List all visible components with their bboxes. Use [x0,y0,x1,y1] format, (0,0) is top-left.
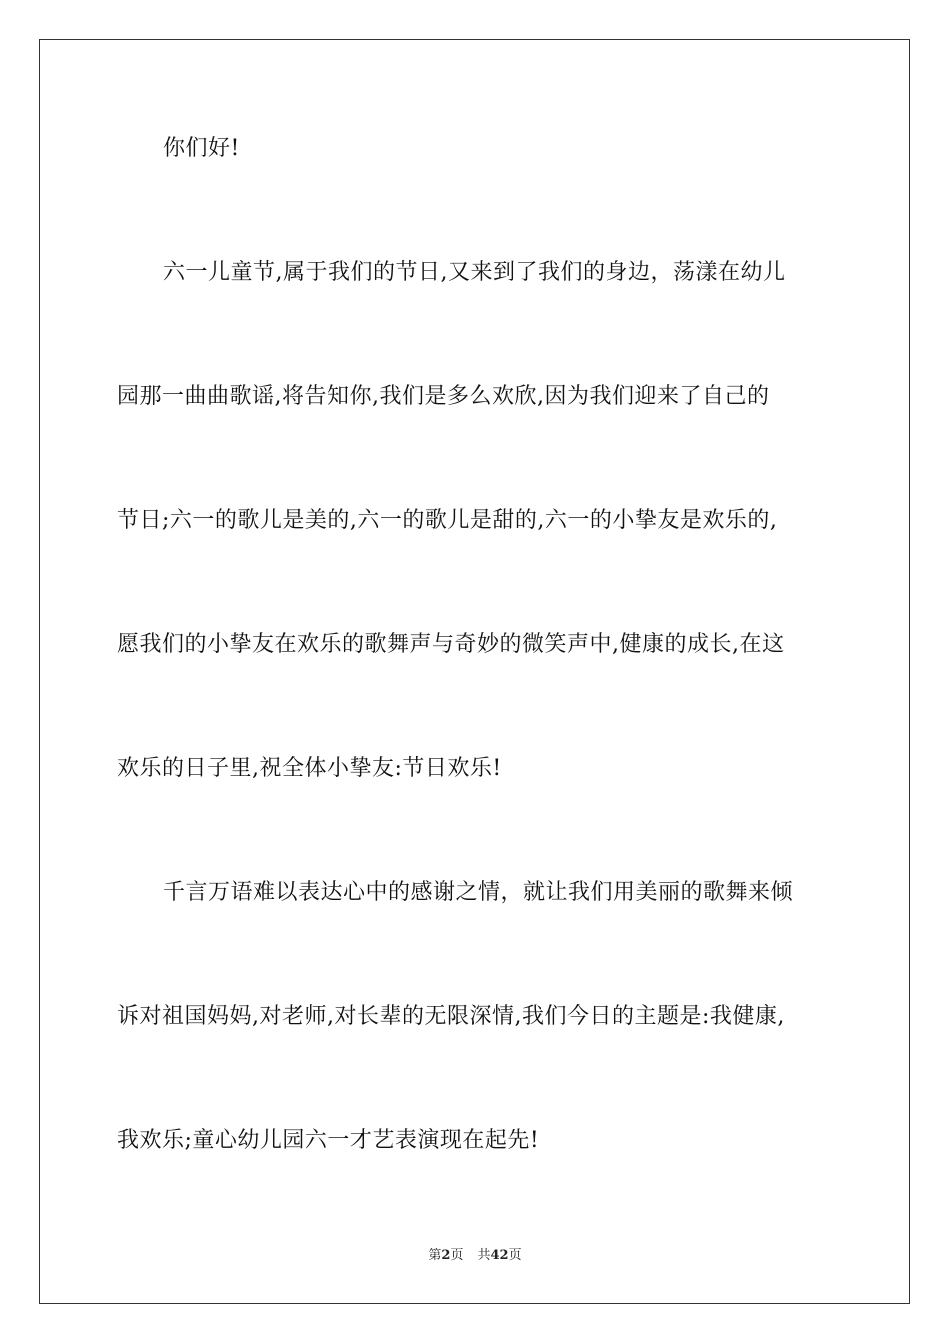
paragraph-2-line-1: 千言万语难以表达心中的感谢之情，就让我们用美丽的歌舞来倾 [163,880,794,905]
paragraph-2-line-2: 诉对祖国妈妈,对老师,对长辈的无限深情,我们今日的主题是:我健康, [117,1004,785,1029]
page-number: 2 [441,1248,451,1263]
page-frame [39,39,910,1304]
paragraph-2-line-3: 我欢乐;童心幼儿园六一才艺表演现在起先! [117,1128,540,1153]
total-pages: 42 [490,1248,509,1263]
total-prefix: 共 [477,1248,491,1263]
paragraph-1-line-3: 节日;六一的歌儿是美的,六一的歌儿是甜的,六一的小挚友是欢乐的, [117,508,778,533]
paragraph-1-line-1: 六一儿童节,属于我们的节日,又来到了我们的身边，荡漾在幼儿 [163,260,786,285]
page-prefix: 第 [428,1248,442,1263]
paragraph-1-line-4: 愿我们的小挚友在欢乐的歌舞声与奇妙的微笑声中,健康的成长,在这 [117,632,785,657]
greeting-line: 你们好! [163,136,240,161]
page-footer [0,1247,950,1265]
paragraph-1-line-2: 园那一曲曲歌谣,将告知你,我们是多么欢欣,因为我们迎来了自己的 [117,384,770,409]
paragraph-1-line-5: 欢乐的日子里,祝全体小挚友:节日欢乐! [117,756,502,781]
page-suffix: 页 [450,1248,464,1263]
total-suffix: 页 [508,1248,522,1263]
